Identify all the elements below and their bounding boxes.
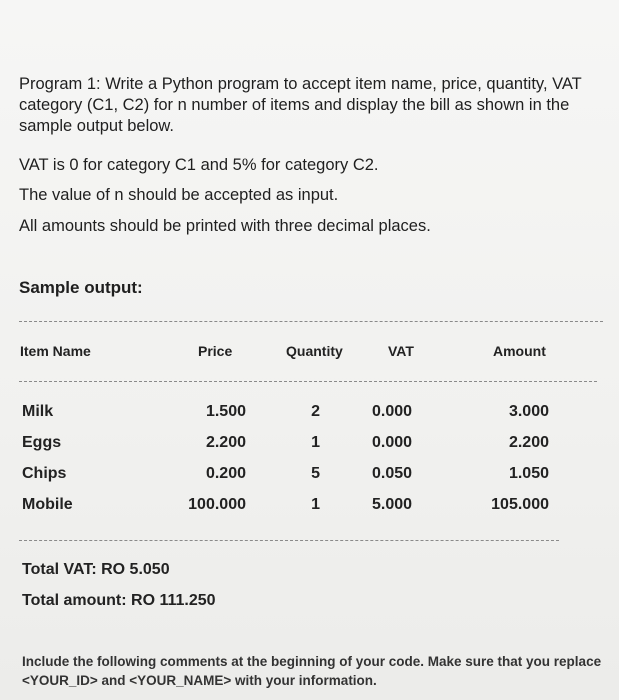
row-amount: 1.050 [508, 465, 549, 482]
row-quantity: 5 [311, 465, 320, 482]
divider [19, 540, 559, 541]
row-item-name: Chips [22, 465, 67, 482]
vat-rule: VAT is 0 for category C1 and 5% for category C2. [19, 156, 379, 174]
row-item-name: Milk [22, 403, 54, 420]
row-amount: 3.000 [508, 403, 549, 420]
row-vat: 0.000 [372, 403, 413, 420]
row-vat: 5.000 [372, 496, 413, 513]
total-amount: Total amount: RO 111.250 [22, 592, 216, 609]
divider [19, 381, 597, 382]
divider [19, 321, 603, 322]
program-line: Program 1: Write a Python program to accept item name, price, quantity, VAT category (C1, C2) for n number of items and display the bill as shown in the sample output below. [19, 75, 582, 135]
footer-note: Include the following comments at the beginning of your code. Make sure that you replace <YOUR_ID> and <YOUR_NAME> with your information. [22, 654, 602, 688]
header-quantity: Quantity [286, 343, 343, 359]
row-price: 1.500 [205, 403, 246, 420]
decimals-note: All amounts should be printed with three decimal places. [19, 217, 431, 235]
row-item-name: Eggs [22, 434, 62, 451]
sample-output-heading: Sample output: [19, 278, 143, 297]
n-input-note: The value of n should be accepted as input. [19, 186, 339, 204]
header-vat: VAT [388, 343, 414, 359]
row-quantity: 2 [311, 403, 320, 420]
row-price: 0.200 [205, 465, 246, 482]
row-quantity: 1 [311, 434, 320, 451]
row-quantity: 1 [311, 496, 320, 513]
header-amount: Amount [493, 343, 546, 359]
row-price: 2.200 [205, 434, 246, 451]
header-price: Price [198, 343, 233, 359]
row-amount: 2.200 [508, 434, 549, 451]
row-item-name: Mobile [22, 496, 73, 513]
header-item-name: Item Name [20, 343, 91, 359]
row-price: 100.000 [188, 496, 246, 513]
row-vat: 0.000 [372, 434, 413, 451]
row-amount: 105.000 [491, 496, 549, 513]
total-vat: Total VAT: RO 5.050 [22, 561, 170, 578]
program-description [19, 74, 611, 137]
row-vat: 0.050 [372, 465, 413, 482]
